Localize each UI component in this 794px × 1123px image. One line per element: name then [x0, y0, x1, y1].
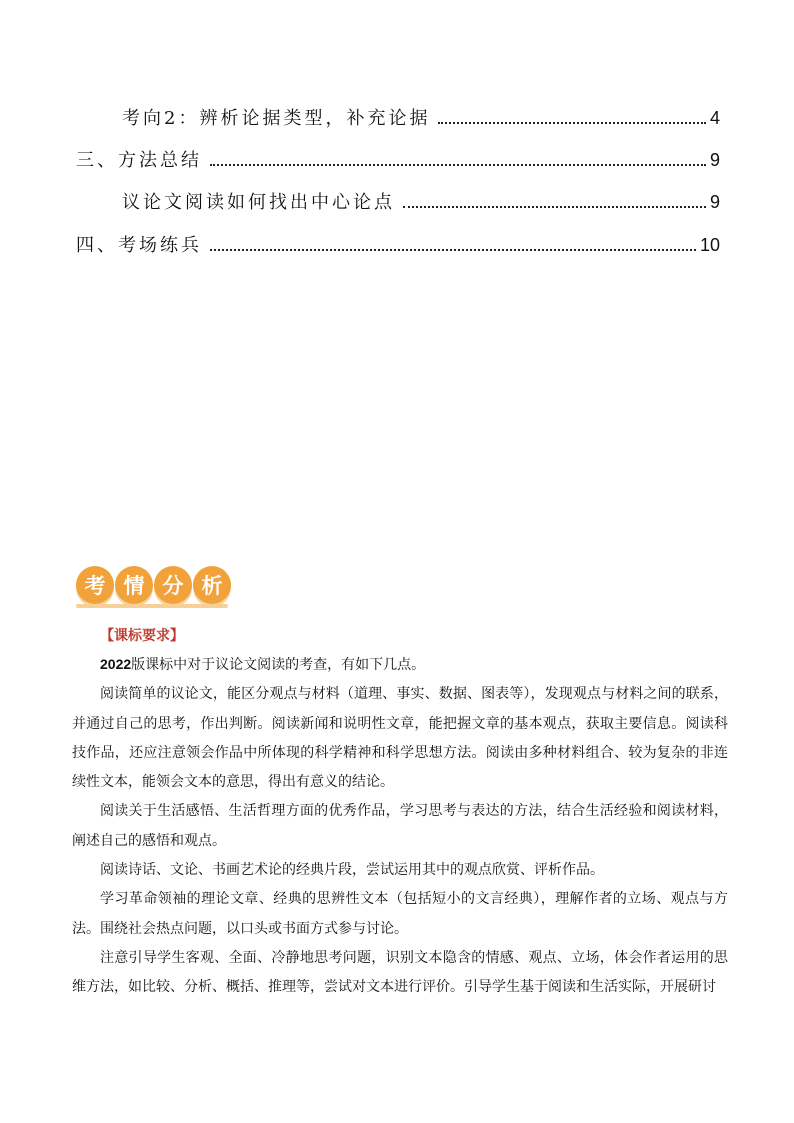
- toc-entry[interactable]: [122, 188, 720, 216]
- toc-leader-dots: [210, 249, 696, 251]
- body-paragraph: 阅读简单的议论文，能区分观点与材料（道理、事实、数据、图表等），发现观点与材料之间的联系，并通过自己的思考，作出判断。阅读新闻和说明性文章，能把握文章的基本观点，获取主要信息。阅读科技作品，还应注意领会作品中所体现的科学精神和科学思想方法。阅读由多种材料组合、较为复杂的非连续性文本，能领会文本的意思，得出有意义的结论。: [72, 686, 728, 791]
- body-paragraph: 学习革命领袖的理论文章、经典的思辨性文本（包括短小的文言经典），理解作者的立场、观点与方法。围绕社会热点问题，以口头或书面方式参与讨论。: [72, 891, 728, 937]
- toc-entry-title: 四、考场练兵: [76, 235, 202, 256]
- toc-leader-dots: [438, 122, 706, 124]
- intro-paragraph: [72, 650, 728, 680]
- body-paragraph: 注意引导学生客观、全面、冷静地思考问题，识别文本隐含的情感、观点、立场，体会作者运用的思维方法，如比较、分析、概括、推理等，尝试对文本进行评价。引导学生基于阅读和生活实际，开展研讨: [72, 949, 728, 996]
- toc-entry[interactable]: [76, 231, 720, 259]
- intro-text: 版课标中对于议论文阅读的考查，有如下几点。: [131, 657, 426, 673]
- toc-entry-title: 考向2：辨析论据类型，补充论据: [122, 108, 431, 129]
- toc-entry-page: 4: [709, 108, 720, 128]
- toc-entry-page: 10: [699, 235, 720, 255]
- badge-underline: [76, 604, 228, 608]
- section-content: [72, 622, 728, 1003]
- section-header-badge: [76, 566, 232, 604]
- badge-char: 情: [115, 566, 153, 604]
- toc-entry-page: 9: [709, 192, 720, 212]
- toc-entry[interactable]: [122, 104, 720, 132]
- toc-entry-title: 三、方法总结: [76, 150, 202, 171]
- toc-entry[interactable]: [76, 146, 720, 174]
- body-paragraph: 阅读诗话、文论、书画艺术论的经典片段，尝试运用其中的观点欣赏、评析作品。: [100, 862, 604, 879]
- toc-entry-title: 议论文阅读如何找出中心论点: [122, 192, 395, 213]
- toc-leader-dots: [210, 164, 706, 166]
- toc-entry-page: 9: [709, 150, 720, 170]
- badge-char: 析: [193, 566, 231, 604]
- requirement-label: 【课标要求】: [100, 628, 184, 644]
- intro-year: 2022: [100, 656, 132, 672]
- toc-leader-dots: [403, 206, 706, 208]
- badge-char: 考: [76, 566, 114, 604]
- body-paragraph: 阅读关于生活感悟、生活哲理方面的优秀作品，学习思考与表达的方法，结合生活经验和阅读材料，阐述自己的感悟和观点。: [72, 803, 728, 849]
- badge-char: 分: [154, 566, 192, 604]
